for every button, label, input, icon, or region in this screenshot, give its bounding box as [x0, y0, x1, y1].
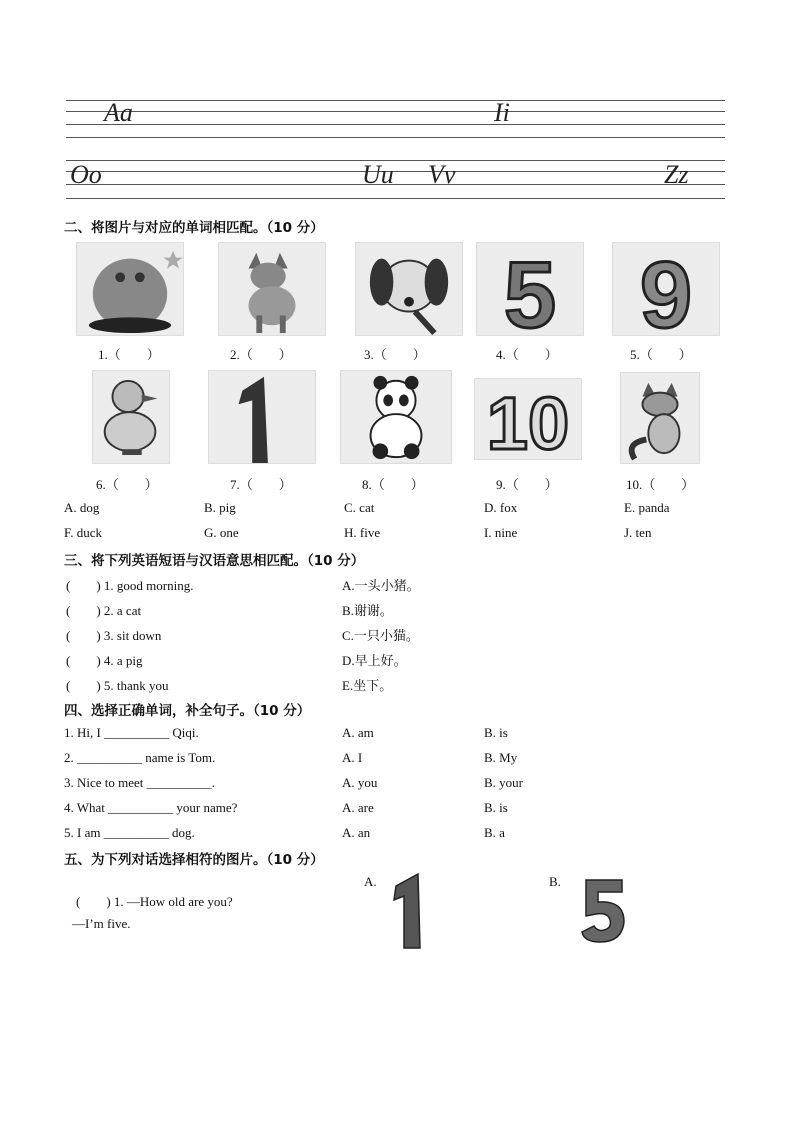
match-number-6[interactable]: 6.（ ） — [96, 477, 158, 492]
number-one-picture — [208, 370, 316, 464]
letter-oo: Oo — [70, 160, 102, 189]
choice-5a: A. an — [342, 825, 371, 840]
match-number-1[interactable]: 1.（ ） — [98, 347, 160, 362]
sentence-5[interactable]: 5. I am __________ dog. — [64, 825, 195, 840]
match-number-10[interactable]: 10.（ ） — [626, 477, 695, 492]
match-number-8[interactable]: 8.（ ） — [362, 477, 424, 492]
number-five-picture — [476, 242, 584, 336]
phrase-item-3[interactable]: ( ) 3. sit down — [66, 628, 162, 643]
sentence-3[interactable]: 3. Nice to meet __________. — [64, 775, 215, 790]
dog-picture — [355, 242, 463, 336]
number-nine-picture — [612, 242, 720, 336]
meaning-item-a: A.一头小猪。 — [342, 578, 420, 593]
match-number-4[interactable]: 4.（ ） — [496, 347, 558, 362]
meaning-item-b: B.谢谢。 — [342, 603, 393, 618]
phrase-item-5[interactable]: ( ) 5. thank you — [66, 678, 169, 693]
option-c: C. cat — [344, 500, 375, 515]
ghost-pig-picture — [76, 242, 184, 336]
fox-picture — [620, 372, 700, 464]
letter-ii: Ii — [494, 98, 510, 127]
duck-picture — [92, 370, 170, 464]
option-d: D. fox — [484, 500, 518, 515]
match-number-5[interactable]: 5.（ ） — [630, 347, 692, 362]
section5-title: 五、为下列对话选择相符的图片。（10 分） — [64, 852, 324, 868]
picture-option-a-label: A. — [364, 874, 377, 889]
sentence-2[interactable]: 2. __________ name is Tom. — [64, 750, 216, 765]
match-number-9[interactable]: 9.（ ） — [496, 477, 558, 492]
choice-2b: B. My — [484, 750, 518, 765]
letter-aa: Aa — [104, 98, 133, 127]
section4-title: 四、选择正确单词，补全句子。（10 分） — [64, 703, 311, 719]
picture-option-b-label: B. — [549, 874, 561, 889]
match-number-7[interactable]: 7.（ ） — [230, 477, 292, 492]
sentence-4[interactable]: 4. What __________ your name? — [64, 800, 238, 815]
option-f: F. duck — [64, 525, 102, 540]
sentence-1[interactable]: 1. Hi, I __________ Qiqi. — [64, 725, 199, 740]
svg-text:9: 9 — [639, 243, 693, 335]
dialogue-answer-1: —I’m five. — [72, 916, 131, 931]
option-j: J. ten — [624, 525, 652, 540]
number-ten-picture — [474, 378, 582, 460]
phrase-item-1[interactable]: ( ) 1. good morning. — [66, 578, 194, 593]
number-five-picture-b — [576, 874, 630, 944]
choice-1b: B. is — [484, 725, 508, 740]
svg-text:10: 10 — [486, 382, 570, 459]
match-number-2[interactable]: 2.（ ） — [230, 347, 292, 362]
cat-picture — [218, 242, 326, 336]
option-i: I. nine — [484, 525, 518, 540]
option-h: H. five — [344, 525, 381, 540]
panda-picture — [340, 370, 452, 464]
option-e: E. panda — [624, 500, 670, 515]
meaning-item-c: C.一只小猫。 — [342, 628, 419, 643]
choice-5b: B. a — [484, 825, 505, 840]
choice-1a: A. am — [342, 725, 374, 740]
phrase-item-2[interactable]: ( ) 2. a cat — [66, 603, 142, 618]
match-number-3[interactable]: 3.（ ） — [364, 347, 426, 362]
meaning-item-e: E.坐下。 — [342, 678, 393, 693]
option-g: G. one — [204, 525, 239, 540]
letter-zz: Zz — [664, 160, 689, 189]
choice-4b: B. is — [484, 800, 508, 815]
phrase-item-4[interactable]: ( ) 4. a pig — [66, 653, 143, 668]
svg-text:5: 5 — [503, 243, 557, 335]
choice-3b: B. your — [484, 775, 523, 790]
meaning-item-d: D.早上好。 — [342, 653, 407, 668]
section3-title: 三、将下列英语短语与汉语意思相匹配。（10 分） — [64, 553, 365, 569]
choice-4a: A. are — [342, 800, 374, 815]
choice-2a: A. I — [342, 750, 363, 765]
number-one-picture-a — [390, 870, 430, 950]
letter-uu: Uu — [362, 160, 394, 189]
letter-vv: Vv — [428, 160, 456, 189]
dialogue-question-1[interactable]: ( ) 1. —How old are you? — [76, 894, 233, 909]
option-a: A. dog — [64, 500, 100, 515]
choice-3a: A. you — [342, 775, 378, 790]
option-b: B. pig — [204, 500, 236, 515]
section2-title: 二、将图片与对应的单词相匹配。（10 分） — [64, 220, 324, 236]
